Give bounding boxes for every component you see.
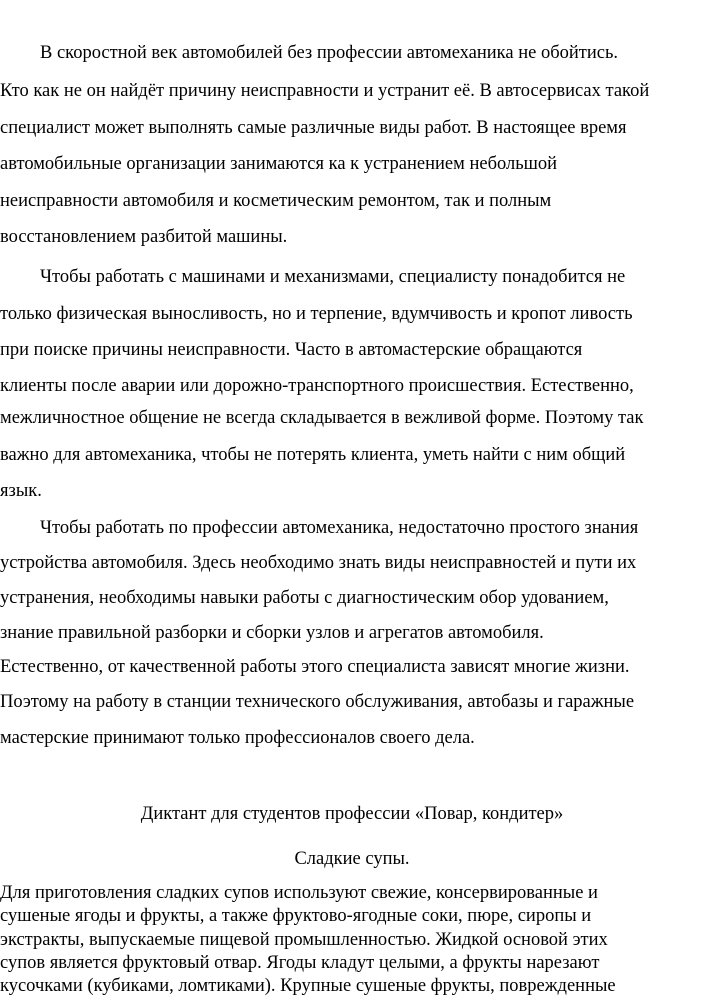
text-line: кусочками (кубиками, ломтиками). Крупные сушеные фрукты, поврежденные bbox=[0, 976, 616, 996]
text-line: язык. bbox=[0, 481, 42, 501]
text-line: автомобильные организации занимаются ка к устранением небольшой bbox=[0, 154, 558, 174]
dictation-subtitle: Сладкие супы. bbox=[294, 849, 410, 869]
dictation-title: Диктант для студентов профессии «Повар, кондитер» bbox=[140, 804, 564, 824]
text-line: сушеные ягоды и фрукты, а также фруктово-ягодные соки, пюре, сиропы и bbox=[0, 906, 592, 926]
text-line: Кто как не он найдёт причину неисправности и устранит её. В автосервисах такой bbox=[0, 81, 650, 101]
text-line: Чтобы работать по профессии автомеханика, недостаточно простого знания bbox=[40, 518, 639, 538]
text-line: восстановлением разбитой машины. bbox=[0, 227, 288, 247]
text-line: знание правильной разборки и сборки узлов и агрегатов автомобиля. bbox=[0, 623, 544, 643]
text-line: супов является фруктовый отвар. Ягоды кладут целыми, а фрукты нарезают bbox=[0, 953, 600, 973]
text-line: клиенты после аварии или дорожно-транспортного происшествия. Естественно, bbox=[0, 376, 634, 396]
text-line: Чтобы работать с машинами и механизмами, специалисту понадобится не bbox=[40, 267, 626, 287]
text-line: важно для автомеханика, чтобы не потерять клиента, уметь найти с ним общий bbox=[0, 445, 626, 465]
text-line: экстракты, выпускаемые пищевой промышленностью. Жидкой основой этих bbox=[0, 930, 608, 950]
text-line: мастерские принимают только профессионалов своего дела. bbox=[0, 728, 475, 748]
text-line: Для приготовления сладких супов используют свежие, консервированные и bbox=[0, 883, 598, 903]
text-line: Поэтому на работу в станции технического обслуживания, автобазы и гаражные bbox=[0, 692, 635, 712]
text-line: В скоростной век автомобилей без профессии автомеханика не обойтись. bbox=[40, 43, 619, 63]
text-line: при поиске причины неисправности. Часто в автомастерские обращаются bbox=[0, 340, 583, 360]
text-line: неисправности автомобиля и косметическим ремонтом, так и полным bbox=[0, 191, 552, 211]
text-line: устранения, необходимы навыки работы с диагностическим обор удованием, bbox=[0, 588, 609, 608]
text-line: только физическая выносливость, но и терпение, вдумчивость и кропот ливость bbox=[0, 304, 633, 324]
text-line: межличностное общение не всегда складывается в вежливой форме. Поэтому так bbox=[0, 408, 644, 428]
text-line: устройства автомобиля. Здесь необходимо знать виды неисправностей и пути их bbox=[0, 553, 637, 573]
text-line: специалист может выполнять самые различные виды работ. В настоящее время bbox=[0, 118, 627, 138]
text-line: Естественно, от качественной работы этого специалиста зависят многие жизни. bbox=[0, 657, 630, 677]
